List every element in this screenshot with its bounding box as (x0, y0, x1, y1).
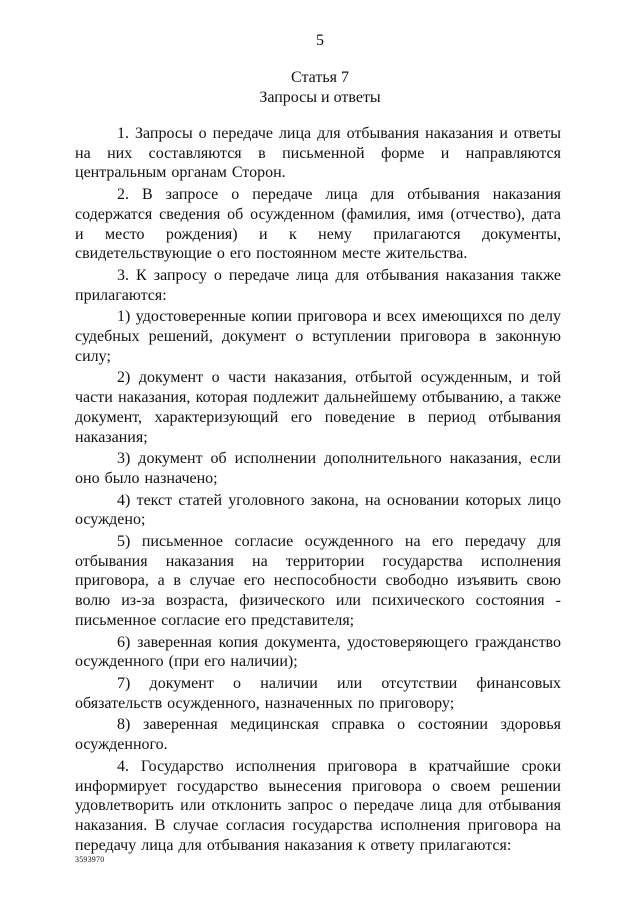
list-item-8: 8) заверенная медицинская справка о состоянии здоровья осужденного. (75, 716, 561, 754)
article-title: Статья 7 (291, 69, 349, 86)
document-code: 3593970 (75, 855, 105, 864)
document-body (75, 124, 561, 855)
paragraph-1: 1. Запросы о передаче лица для отбывания наказания и ответы на них составляются в письменной форме и направляются центральным органам Сторон. (75, 125, 561, 182)
paragraph-2: 2. В запросе о передаче лица для отбывания наказания содержатся сведения об осужденном (фамилия, имя (отчество), дата и место рождения) и к нему прилагаются документы, свидетельствующие о его постоянном месте жительства. (75, 186, 561, 263)
paragraph-4: 4. Государство исполнения приговора в кратчайшие сроки информирует государство вынесения приговора о своем решении удовлетворить или отклонить запрос о передаче лица для отбывания наказания. В случае согласия государства исполнения приговора на передачу лица для отбывания наказания к ответу прилагаются: (75, 757, 561, 854)
list-item-2: 2) документ о части наказания, отбытой осужденным, и той части наказания, которая подлежит дальнейшему отбыванию, а также документ, характеризующий его поведение в период отбывания наказания; (75, 369, 561, 446)
list-item-3: 3) документ об исполнении дополнительного наказания, если оно было назначено; (75, 450, 561, 487)
list-item-7: 7) документ о наличии или отсутствии финансовых обязательств осужденного, назначенных по приговору; (75, 674, 561, 712)
list-item-1: 1) удостоверенные копии приговора и всех имеющихся по делу судебных решений, документ о вступлении приговора в законную силу; (75, 308, 561, 365)
list-item-5: 5) письменное согласие осужденного на его передачу для отбывания наказания на территории государства исполнения приговора, а в случае его неспособности свободно изъявить свою волю из-за возраста, физического или психического состояния - письменное согласие его представителя; (75, 533, 561, 629)
page-number: 5 (316, 32, 324, 49)
paragraph-3: 3. К запросу о передаче лица для отбывания наказания также прилагаются: (75, 266, 561, 304)
article-subtitle: Запросы и ответы (259, 89, 381, 106)
list-item-6: 6) заверенная копия документа, удостоверяющего гражданство осужденного (при его наличии); (75, 633, 561, 671)
list-item-4: 4) текст статей уголовного закона, на основании которых лицо осуждено; (75, 491, 561, 529)
